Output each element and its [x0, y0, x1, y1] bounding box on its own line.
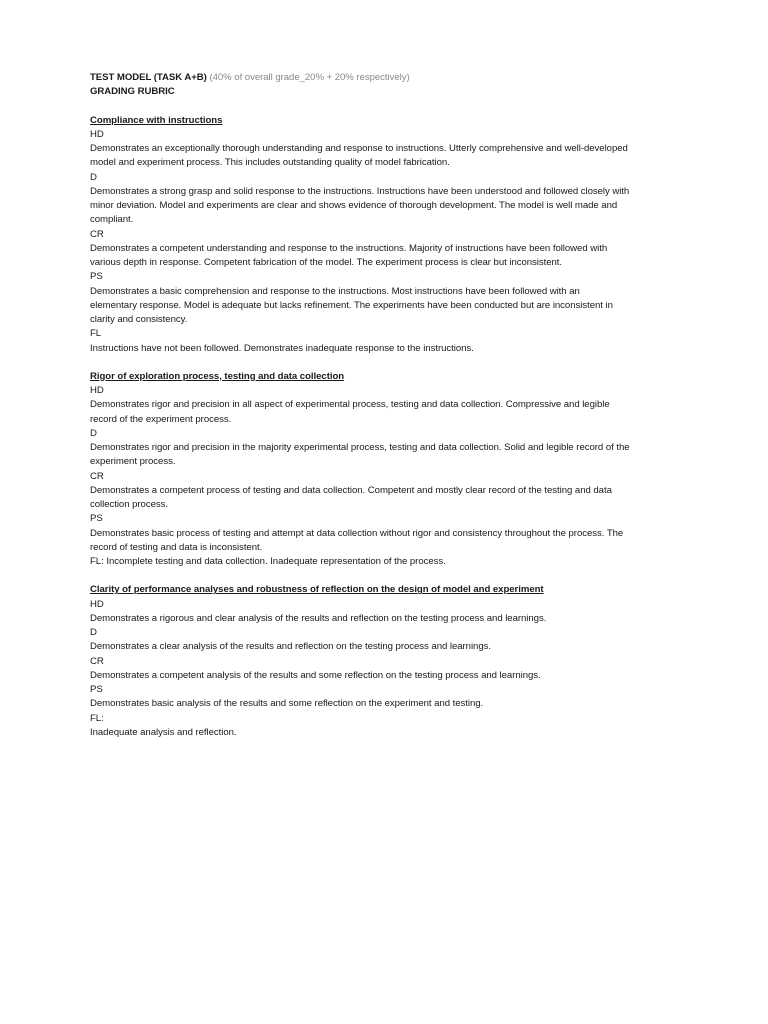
grade-description	[90, 342, 690, 356]
grade-label: PS	[90, 684, 103, 695]
document-title: TEST MODEL (TASK A+B) (40% of overall grade_20% + 20% respectively)	[90, 72, 410, 83]
section-heading: Clarity of performance analyses and robustness of reflection on the design of model and experiment	[90, 584, 544, 596]
description-line: Demonstrates a rigorous and clear analysis of the results and reflection on the testing process and learnings.	[90, 612, 547, 624]
section-spacer	[90, 356, 690, 370]
description-line: Instructions have not been followed. Demonstrates inadequate response to the instructions.	[90, 342, 474, 354]
description-line: Demonstrates a clear analysis of the results and reflection on the testing process and learnings.	[90, 641, 491, 653]
grade-description	[90, 285, 690, 328]
grade-description	[90, 726, 690, 740]
grade-label: HD	[90, 385, 104, 396]
grade-description	[90, 242, 690, 271]
grade-description	[90, 398, 690, 427]
description-line: Demonstrates a strong grasp and solid response to the instructions. Instructions have been understood and followed closely with	[90, 185, 630, 197]
description-line: experiment process.	[90, 456, 176, 468]
grade-description	[90, 185, 690, 228]
section-heading: Rigor of exploration process, testing and data collection	[90, 370, 345, 382]
document-subtitle: (40% of overall grade_20% + 20% respectively)	[209, 72, 410, 83]
grade-description	[90, 669, 690, 683]
description-line: Demonstrates basic analysis of the results and some reflection on the experiment and testing.	[90, 698, 484, 710]
description-line: Demonstrates rigor and precision in all aspect of experimental process, testing and data collection. Compressive and legible	[90, 399, 610, 411]
description-line: record of testing and data is inconsistent.	[90, 541, 263, 553]
description-line: clarity and consistency.	[90, 314, 188, 325]
grade-label: D	[90, 627, 97, 638]
description-line: Demonstrates a competent analysis of the results and some reflection on the testing process and learnings.	[90, 669, 541, 681]
grade-label: HD	[90, 128, 104, 140]
description-line: Demonstrates an exceptionally thorough understanding and response to instructions. Utterly comprehensive and well-developed	[90, 143, 628, 154]
grade-description	[90, 484, 690, 513]
description-line: minor deviation. Model and experiments are clear and shows evidence of thorough development. The model is well made and	[90, 200, 618, 211]
description-line: Demonstrates a competent understanding and response to the instructions. Majority of instructions have been followed with	[90, 242, 608, 254]
grade-label: CR	[90, 228, 104, 240]
grade-label: PS	[90, 271, 103, 283]
section-spacer	[90, 569, 690, 583]
section-heading: Compliance with instructions	[90, 114, 223, 126]
grade-label: FL	[90, 328, 102, 340]
description-line: Demonstrates a competent process of testing and data collection. Competent and mostly clear record of the testing and data	[90, 484, 612, 496]
description-line: elementary response. Model is adequate but lacks refinement. The experiments have been conducted but are inconsistent in	[90, 299, 613, 311]
description-line: various depth in response. Competent fabrication of the model. The experiment process is clear but inconsistent.	[90, 257, 563, 268]
rubric-document	[90, 71, 690, 740]
rubric-label: GRADING RUBRIC	[90, 86, 175, 98]
grade-description	[90, 527, 690, 570]
grade-label: PS	[90, 513, 103, 525]
description-line: Demonstrates a basic comprehension and response to the instructions. Most instructions have been followed with an	[90, 285, 580, 297]
grade-label: D	[90, 171, 97, 183]
section-spacer	[90, 100, 690, 114]
grade-description	[90, 612, 690, 626]
grade-description	[90, 640, 690, 654]
description-line: compliant.	[90, 214, 134, 226]
grade-label: CR	[90, 470, 104, 482]
grade-description	[90, 697, 690, 711]
description-line: Demonstrates basic process of testing and attempt at data collection without rigor and consistency throughout the process. The	[90, 527, 624, 539]
description-line: collection process.	[90, 499, 168, 510]
grade-description	[90, 142, 690, 171]
description-line: model and experiment process. This includes outstanding quality of model fabrication.	[90, 157, 450, 169]
grade-label: CR	[90, 655, 104, 667]
grade-label: HD	[90, 598, 104, 610]
rubric-sections	[90, 100, 690, 741]
description-line: FL: Incomplete testing and data collection. Inadequate representation of the process.	[90, 556, 446, 567]
description-line: Demonstrates rigor and precision in the majority experimental process, testing and data collection. Solid and legible record of the	[90, 442, 630, 453]
grade-label: FL:	[90, 712, 104, 724]
grade-description	[90, 441, 690, 470]
grade-label: D	[90, 427, 97, 439]
description-line: Inadequate analysis and reflection.	[90, 726, 237, 738]
description-line: record of the experiment process.	[90, 413, 232, 425]
